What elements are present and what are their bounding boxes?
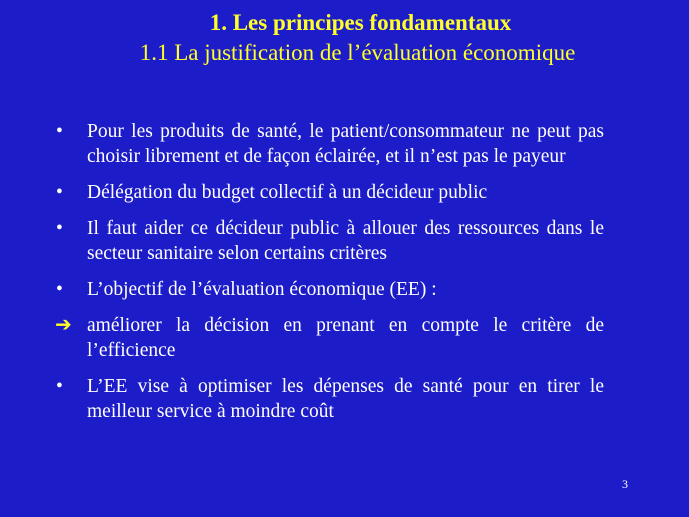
- bullet-icon: •: [56, 218, 63, 239]
- bullet-icon: •: [56, 376, 63, 397]
- page-number: 3: [622, 477, 628, 491]
- bullet-item: [56, 277, 604, 302]
- title-block: [0, 8, 689, 68]
- slide-title: 1. Les principes fondamentaux: [209, 10, 512, 35]
- bullet-item: [56, 374, 604, 424]
- bullet-item: [56, 180, 604, 205]
- bullet-icon: •: [56, 182, 63, 203]
- bullet-text: améliorer la décision en prenant en compte le critère de l’efficience: [87, 315, 604, 361]
- bullet-icon: •: [56, 121, 63, 142]
- arrow-right-icon: ➔: [55, 312, 72, 336]
- bullet-text: L’objectif de l’évaluation économique (EE) :: [87, 279, 437, 300]
- bullet-item: [56, 119, 604, 169]
- slide-subtitle: 1.1 La justification de l’évaluation économique: [139, 40, 576, 65]
- bullet-text: L’EE vise à optimiser les dépenses de santé pour en tirer le meilleur service à moindre coût: [87, 376, 604, 422]
- bullet-item: [56, 216, 604, 266]
- bullet-list: [56, 119, 604, 435]
- bullet-text: Il faut aider ce décideur public à allouer des ressources dans le secteur sanitaire selon certains critères: [87, 218, 604, 264]
- bullet-icon: •: [56, 279, 63, 300]
- bullet-item: [56, 313, 604, 363]
- bullet-text: Pour les produits de santé, le patient/consommateur ne peut pas choisir librement et de façon éclairée, et il n’est pas le payeur: [87, 121, 604, 167]
- bullet-text: Délégation du budget collectif à un décideur public: [87, 182, 488, 203]
